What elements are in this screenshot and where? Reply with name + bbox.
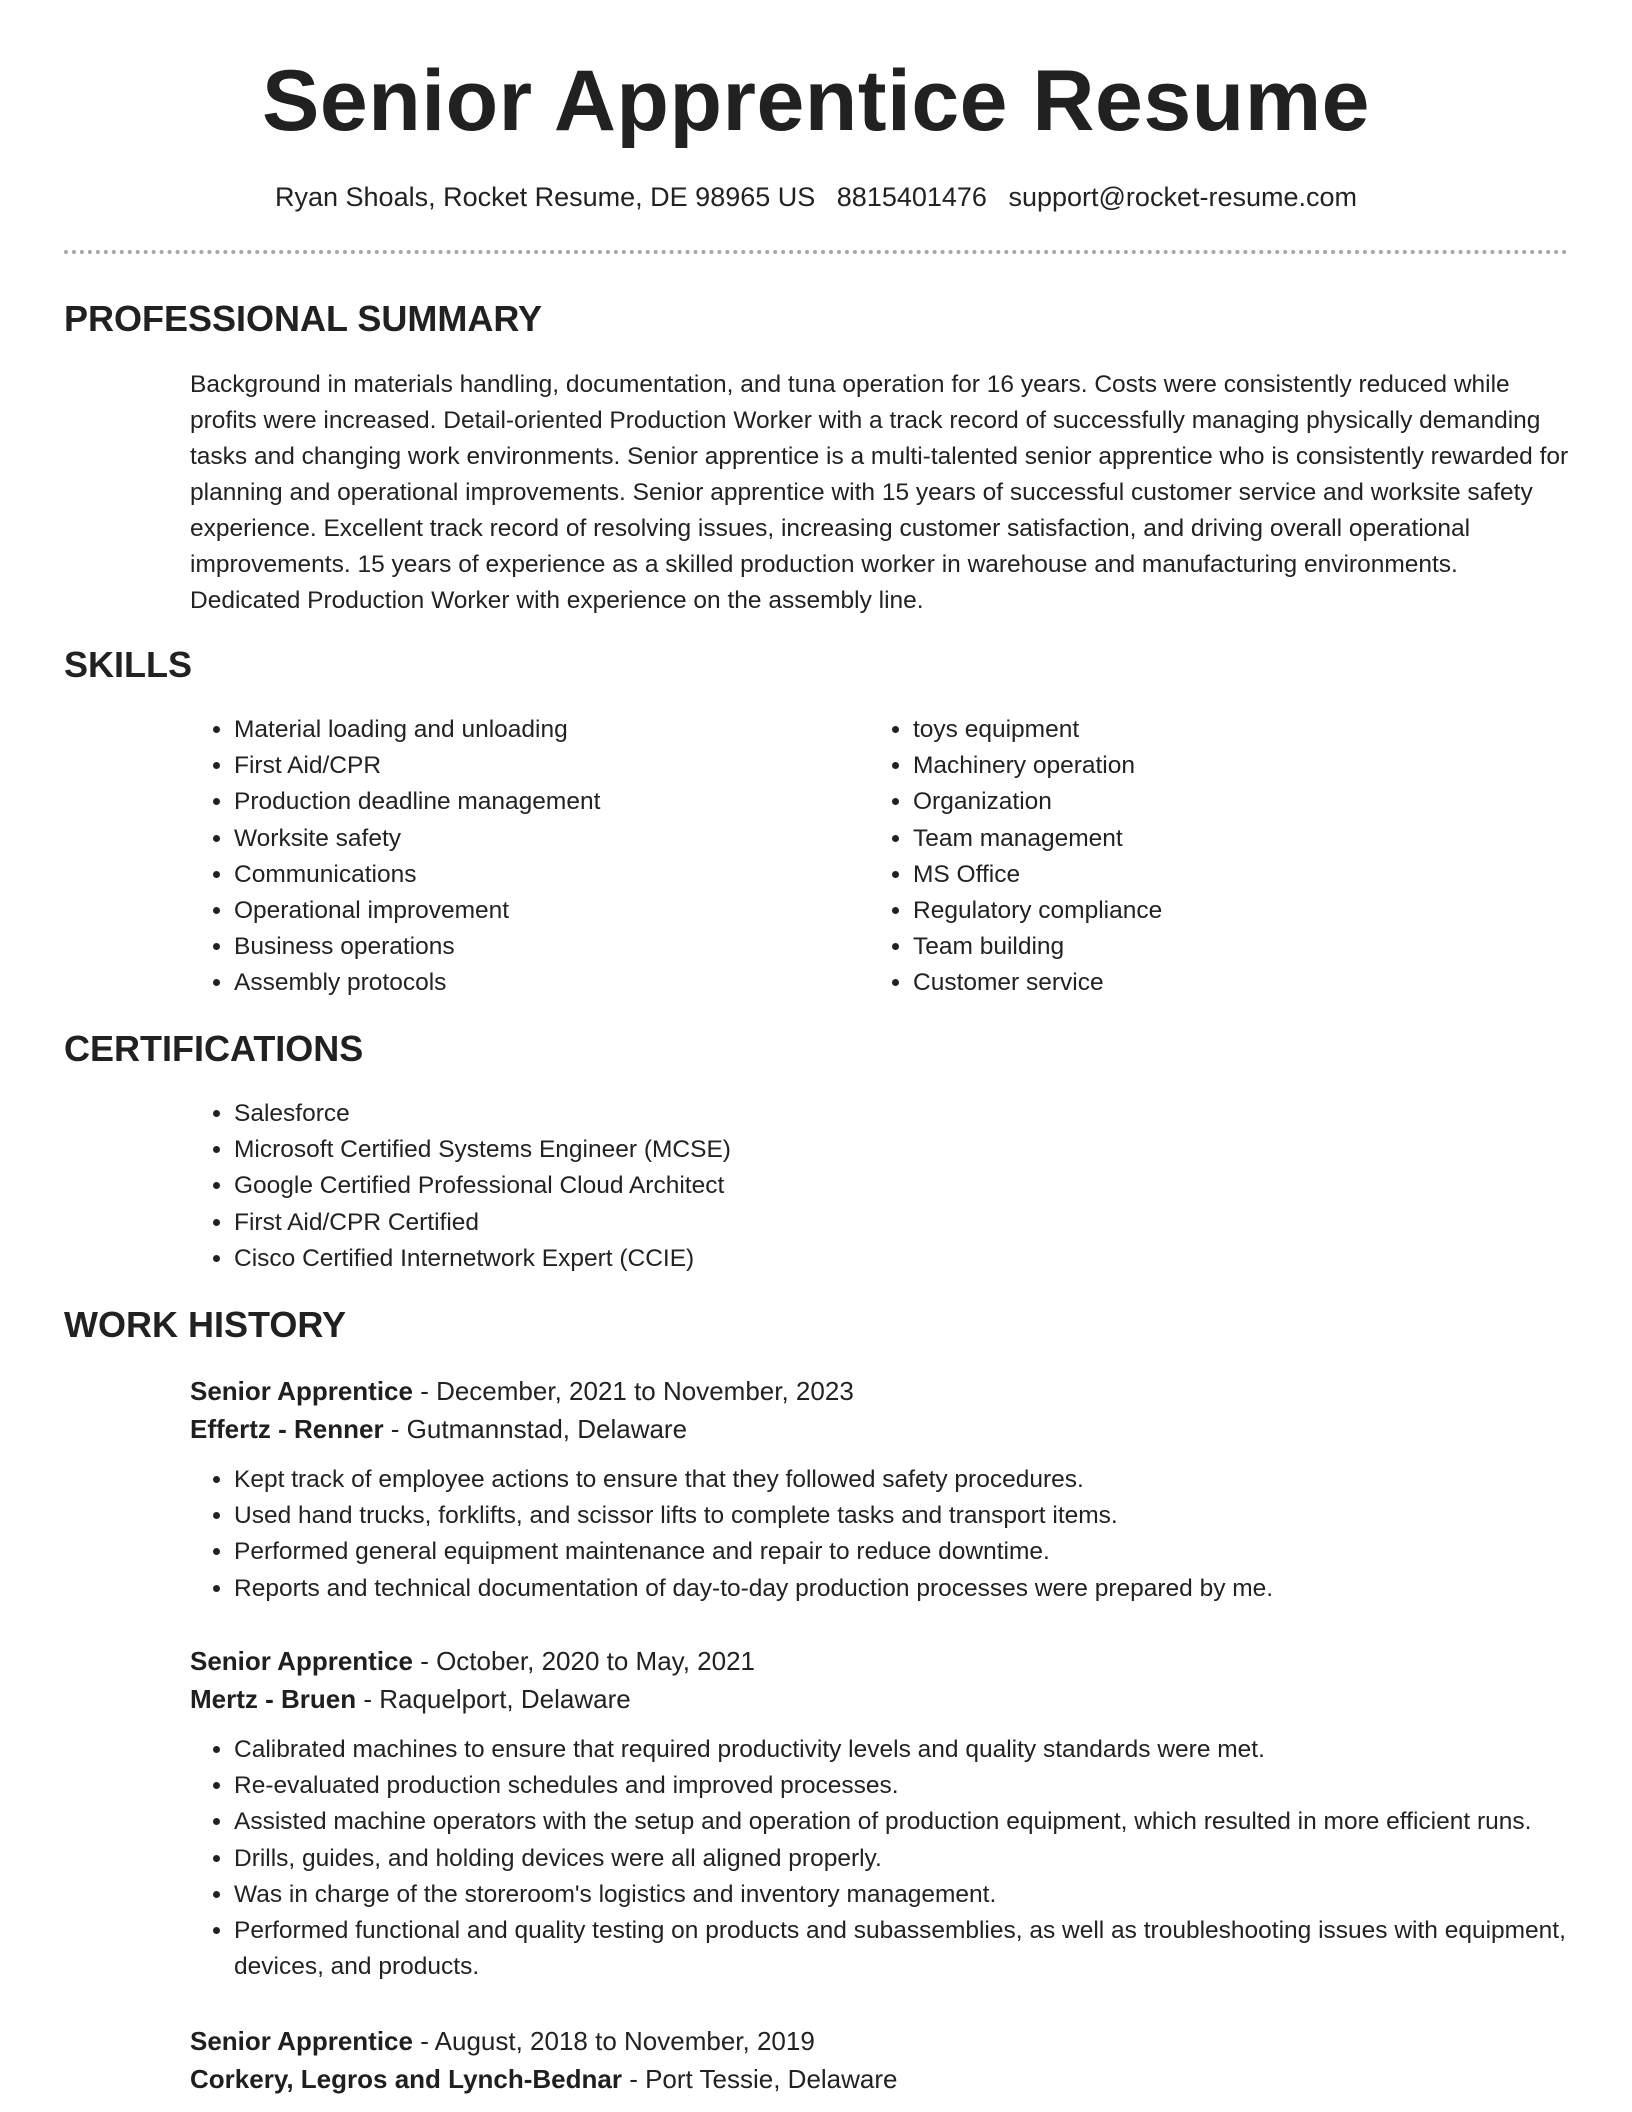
summary-heading: PROFESSIONAL SUMMARY — [64, 298, 543, 339]
job-duty: • Drills, guides, and holding devices were all aligned properly. — [234, 1841, 1590, 1877]
skill-item: • Production deadline management — [234, 784, 830, 820]
skill-item: • Regulatory compliance — [913, 893, 1509, 929]
job-dates: - October, 2020 to May, 2021 — [412, 1646, 756, 1676]
work-history-heading: WORK HISTORY — [64, 1304, 347, 1345]
skill-item: • Customer service — [913, 965, 1509, 1001]
job-duties — [190, 1732, 1590, 1985]
job-duty: • Performed general equipment maintenance and repair to reduce downtime. — [234, 1534, 1590, 1570]
contact-line — [0, 182, 1632, 213]
job-entry — [190, 1642, 1590, 1985]
job-duty: • Performed functional and quality testing on products and subassemblies, as well as troubleshooting issues with equipment, devices, and products. — [234, 1913, 1590, 1985]
job-company: Mertz - Bruen — [190, 1684, 357, 1714]
skill-item: • First Aid/CPR — [234, 748, 830, 784]
skill-item: • Machinery operation — [913, 748, 1509, 784]
job-duty: • Assisted machine operators with the setup and operation of production equipment, which resulted in more efficient runs. — [234, 1804, 1590, 1840]
job-company-line — [190, 1410, 1590, 1448]
job-company: Corkery, Legros and Lynch-Bednar — [190, 2064, 622, 2094]
skills-heading: SKILLS — [64, 644, 193, 685]
contact-email[interactable]: support@rocket-resume.com — [1008, 182, 1357, 212]
job-company-line — [190, 1680, 1590, 1718]
skill-item: • Team management — [913, 821, 1509, 857]
skill-item: • Team building — [913, 929, 1509, 965]
contact-phone[interactable]: 8815401476 — [836, 182, 987, 212]
certification-item: • Salesforce — [234, 1096, 990, 1132]
skill-item: • toys equipment — [913, 712, 1509, 748]
resume-title: Senior Apprentice Resume — [262, 53, 1370, 149]
skill-item: • Material loading and unloading — [234, 712, 830, 748]
job-company: Effertz - Renner — [190, 1414, 384, 1444]
certifications-heading: CERTIFICATIONS — [64, 1028, 364, 1069]
job-duty: • Re-evaluated production schedules and improved processes. — [234, 1768, 1590, 1804]
summary-text: Background in materials handling, documentation, and tuna operation for 16 years. Costs were consistently reduced while profits were increased. Detail-oriented Production Worker with a track record of successfully managing physically demanding tasks and changing work environments. Senior apprentice is a multi-talented senior apprentice who is consistently rewarded for planning and operational improvements. Senior apprentice with 15 years of successful customer service and worksite safety experience. Excellent track record of resolving issues, increasing customer satisfaction, and driving overall operational improvements. 15 years of experience as a skilled production worker in warehouse and manufacturing environments. Dedicated Production Worker with experience on the assembly line. — [190, 371, 1569, 614]
job-duty: • Reports and technical documentation of day-to-day production processes were prepared by me. — [234, 1571, 1590, 1607]
job-duty: • Was in charge of the storeroom's logistics and inventory management. — [234, 1877, 1590, 1913]
skill-item: • Operational improvement — [234, 893, 830, 929]
contact-address: Ryan Shoals, Rocket Resume, DE 98965 US — [275, 182, 816, 212]
job-title: Senior Apprentice — [190, 2026, 413, 2056]
skills-list-left — [190, 712, 830, 1002]
job-company-line — [190, 2060, 1590, 2098]
certification-item: • First Aid/CPR Certified — [234, 1205, 990, 1241]
skill-item: • Business operations — [234, 929, 830, 965]
job-dates: - December, 2021 to November, 2023 — [412, 1376, 854, 1406]
job-duties — [190, 1462, 1590, 1607]
job-title-line — [190, 1372, 1590, 1410]
job-dates: - August, 2018 to November, 2019 — [412, 2026, 815, 2056]
job-title: Senior Apprentice — [190, 1376, 413, 1406]
skill-item: • Worksite safety — [234, 821, 830, 857]
job-duty: • Used hand trucks, forklifts, and scissor lifts to complete tasks and transport items. — [234, 1498, 1590, 1534]
skill-item: • Organization — [913, 784, 1509, 820]
job-location: - Gutmannstad, Delaware — [383, 1414, 688, 1444]
skills-list-right — [869, 712, 1509, 1002]
skill-item: • MS Office — [913, 857, 1509, 893]
certification-item: • Microsoft Certified Systems Engineer (MCSE) — [234, 1132, 990, 1168]
certification-item: • Google Certified Professional Cloud Architect — [234, 1168, 990, 1204]
job-title-line — [190, 1642, 1590, 1680]
skill-item: • Assembly protocols — [234, 965, 830, 1001]
certifications-list — [190, 1096, 990, 1277]
skill-item: • Communications — [234, 857, 830, 893]
job-duty: • Calibrated machines to ensure that required productivity levels and quality standards were met. — [234, 1732, 1590, 1768]
job-title-line — [190, 2022, 1590, 2060]
job-duty: • Kept track of employee actions to ensure that they followed safety procedures. — [234, 1462, 1590, 1498]
job-entry — [190, 2022, 1590, 2098]
certification-item: • Cisco Certified Internetwork Expert (CCIE) — [234, 1241, 990, 1277]
job-title: Senior Apprentice — [190, 1646, 413, 1676]
job-location: - Raquelport, Delaware — [356, 1684, 631, 1714]
job-entry — [190, 1372, 1590, 1607]
header-divider — [64, 250, 1568, 254]
job-location: - Port Tessie, Delaware — [621, 2064, 898, 2094]
